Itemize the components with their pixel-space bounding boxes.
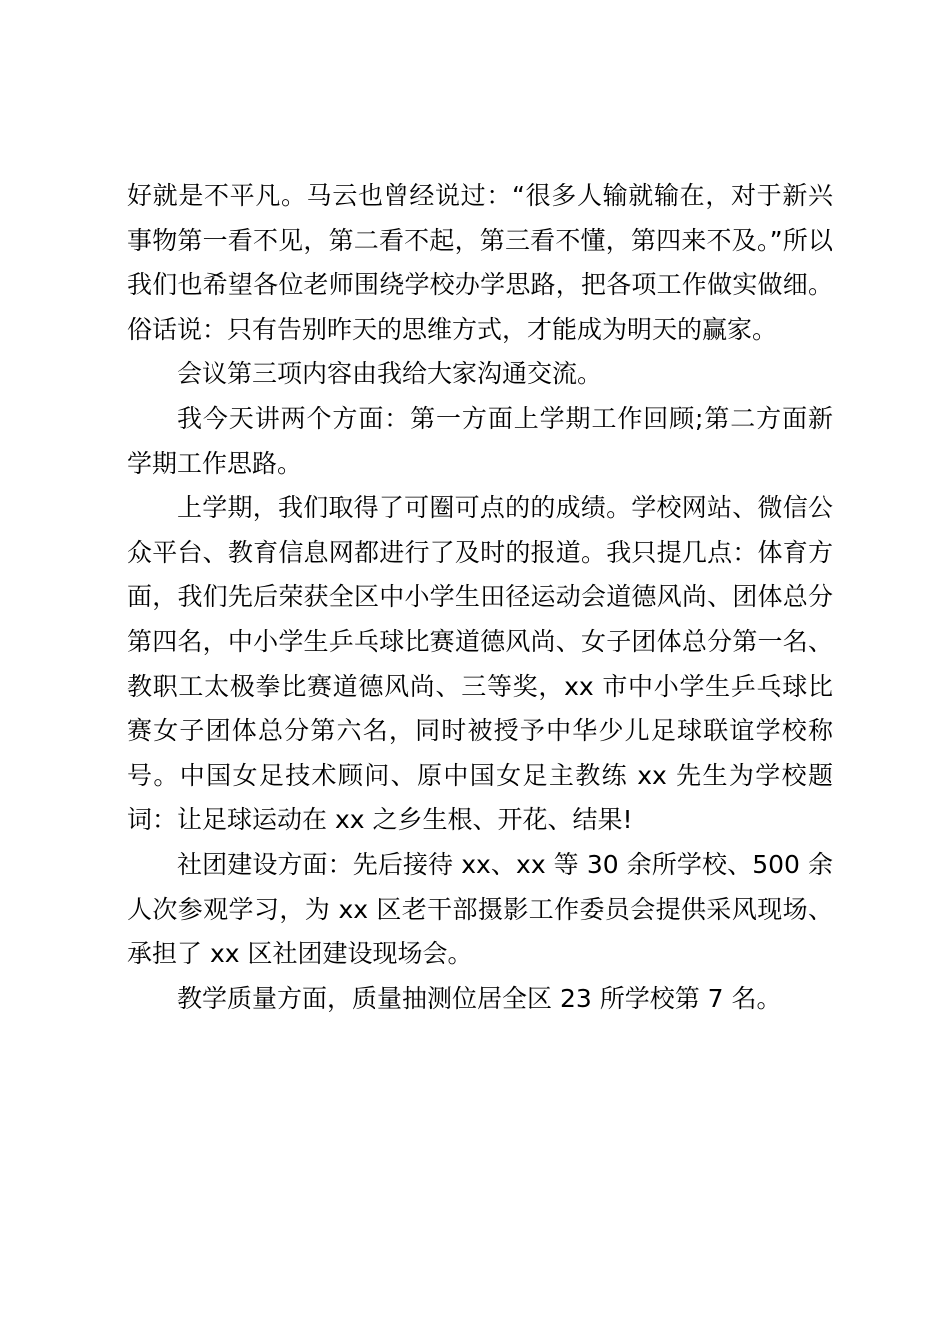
paragraph-4: 上学期，我们取得了可圈可点的的成绩。学校网站、微信公众平台、教育信息网都进行了及时的报道。我只提几点：体育方面，我们先后荣获全区中小学生田径运动会道德风尚、团体总分第四名，中小学生乒乓球比赛道德风尚、女子团体总分第一名、教职工太极拳比赛道德风尚、三等奖，xx 市中小学生乒乓球比赛女子团体总分第六名，同时被授予中华少儿足球联谊学校称号。中国女足技术顾问、原中国女足主教练 xx 先生为学校题词：让足球运动在 xx 之乡生根、开花、结果! — [127, 493, 833, 835]
paragraph-2: 会议第三项内容由我给大家沟通交流。 — [177, 359, 603, 389]
paragraph-6: 教学质量方面，质量抽测位居全区 23 所学校第 7 名。 — [177, 983, 782, 1013]
paragraph-5: 社团建设方面：先后接待 xx、xx 等 30 余所学校、500 余人次参观学习，为 xx 区老干部摄影工作委员会提供采风现场、承担了 xx 区社团建设现场会。 — [127, 849, 833, 969]
paragraph-3: 我今天讲两个方面：第一方面上学期工作回顾;第二方面新学期工作思路。 — [127, 403, 833, 478]
document-body — [127, 174, 833, 1021]
paragraph-1: 好就是不平凡。马云也曾经说过：“很多人输就输在，对于新兴事物第一看不见，第二看不起，第三看不懂，第四来不及。”所以我们也希望各位老师围绕学校办学思路，把各项工作做实做细。俗话说：只有告别昨天的思维方式，才能成为明天的赢家。 — [127, 181, 833, 344]
